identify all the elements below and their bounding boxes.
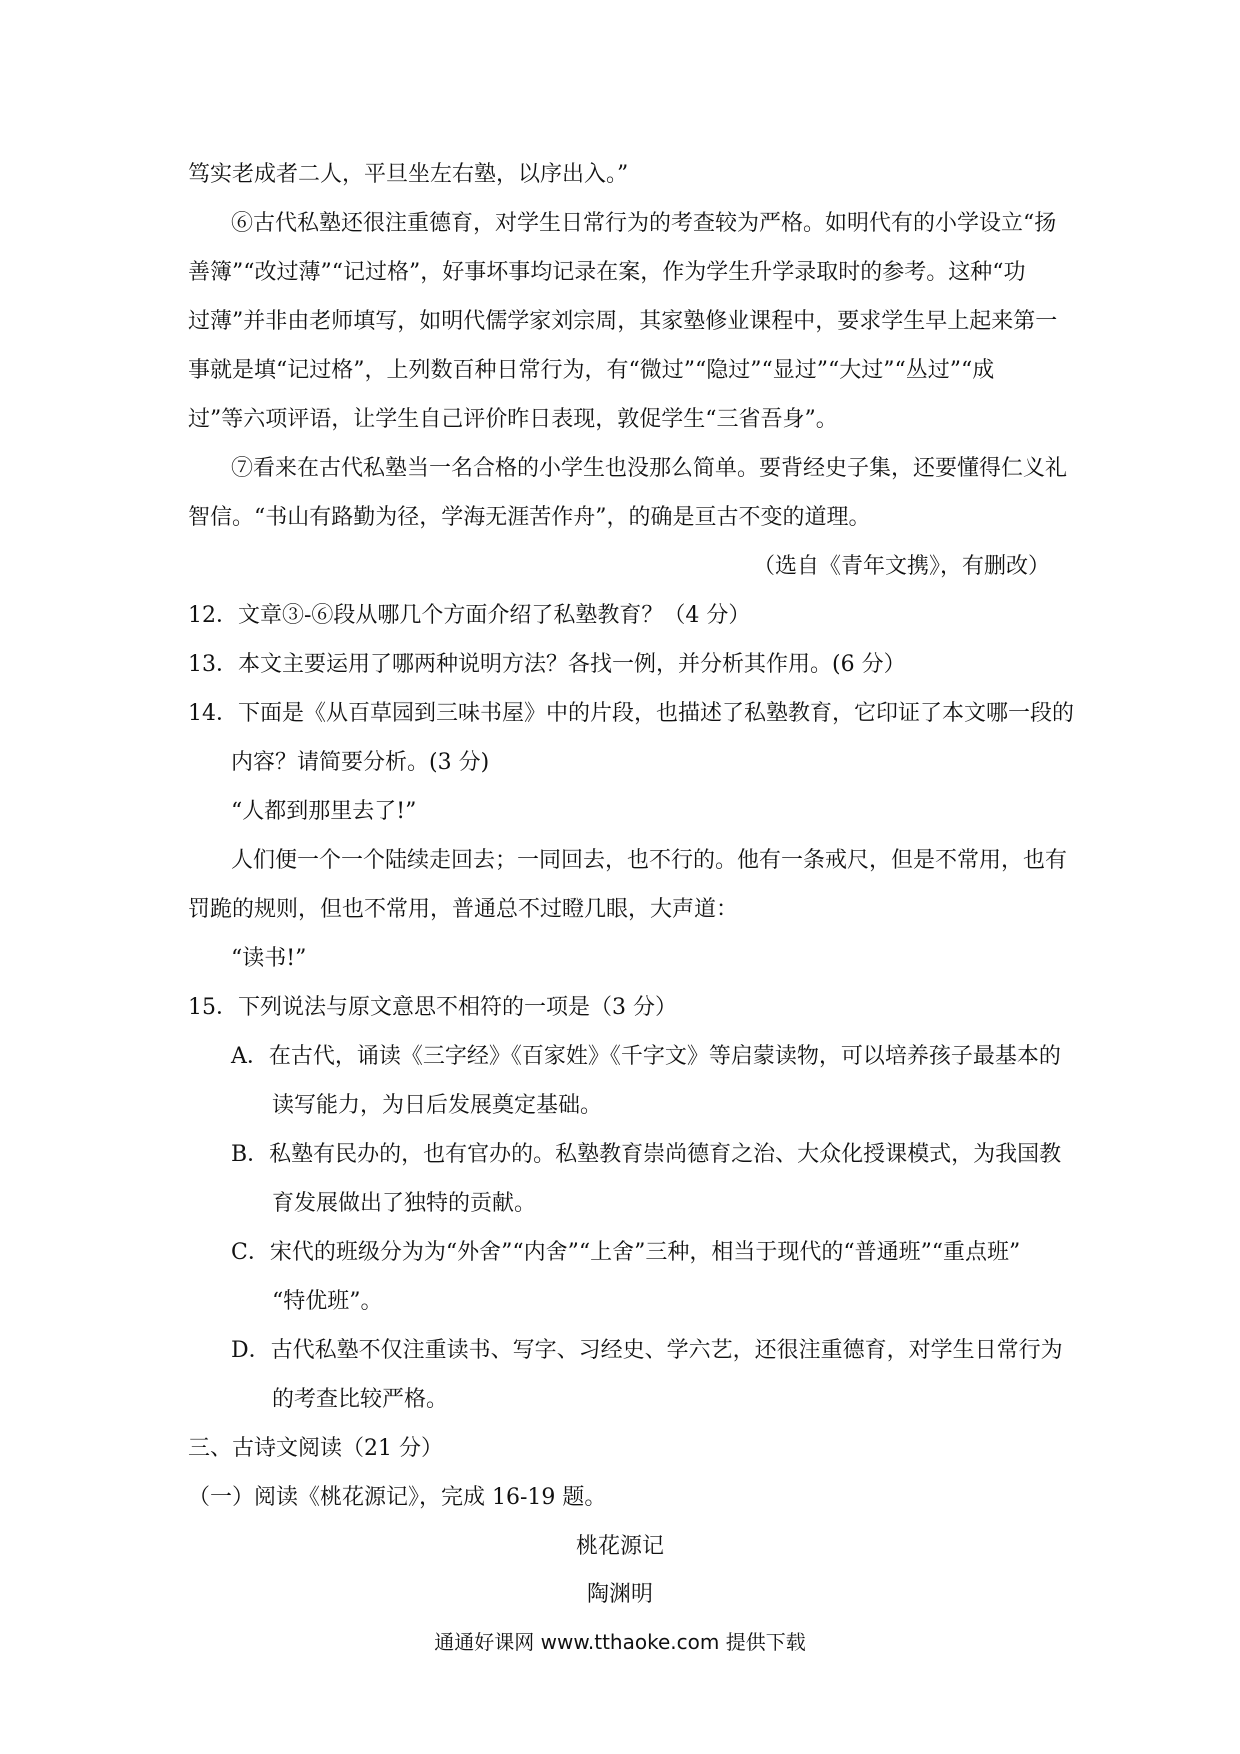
question-14-cont: 内容？请简要分析。(3 分) <box>231 750 490 775</box>
option-d: D．古代私塾不仅注重读书、写字、习经史、学六艺，还很注重德育，对学生日常行为 <box>231 1338 1063 1363</box>
question-12: 12．文章③-⑥段从哪几个方面介绍了私塾教育？（4 分） <box>188 603 751 628</box>
section-heading: 三、古诗文阅读（21 分） <box>188 1436 443 1461</box>
excerpt-line: “人都到那里去了!” <box>231 799 417 824</box>
question-14: 14．下面是《从百草园到三味书屋》中的片段，也描述了私塾教育，它印证了本文哪一段的 <box>188 701 1074 726</box>
option-b-cont: 育发展做出了独特的贡献。 <box>272 1191 537 1216</box>
option-a: A．在古代，诵读《三字经》《百家姓》《千字文》等启蒙读物，可以培养孩子最基本的 <box>231 1044 1061 1069</box>
option-d-cont: 的考查比较严格。 <box>272 1387 449 1412</box>
question-15: 15．下列说法与原文意思不相符的一项是（3 分） <box>188 995 677 1020</box>
option-b: B．私塾有民办的，也有官办的。私塾教育崇尚德育之治、大众化授课模式，为我国教 <box>231 1142 1062 1167</box>
passage-line: 过”等六项评语，让学生自己评价昨日表现，敦促学生“三省吾身”。 <box>188 407 838 432</box>
passage-line: 过薄”并非由老师填写，如明代儒学家刘宗周，其家塾修业课程中，要求学生早上起来第一 <box>188 309 1058 334</box>
section-subheading: （一）阅读《桃花源记》，完成 16-19 题。 <box>188 1485 607 1510</box>
passage-line: 笃实老成者二人，平旦坐左右塾，以序出入。” <box>188 162 629 187</box>
passage-source: （选自《青年文携》，有删改） <box>752 554 1050 579</box>
poem-author: 陶渊明 <box>586 1582 653 1607</box>
page-footer: 通通好课网 www.tthaoke.com 提供下载 <box>434 1630 806 1654</box>
option-c-cont: “特优班”。 <box>272 1289 383 1314</box>
question-13: 13．本文主要运用了哪两种说明方法？各找一例，并分析其作用。(6 分） <box>188 652 906 677</box>
excerpt-line: 罚跪的规则，但也不常用，普通总不过瞪几眼，大声道： <box>188 897 739 922</box>
passage-line: 善簿”“改过薄”“记过格”，好事坏事均记录在案，作为学生升学录取时的参考。这种“功 <box>188 260 1026 285</box>
option-c: C．宋代的班级分为为“外舍”“内舍”“上舍”三种，相当于现代的“普通班”“重点班” <box>231 1240 1021 1265</box>
passage-line: 智信。“书山有路勤为径，学海无涯苦作舟”，的确是亘古不变的道理。 <box>188 505 871 530</box>
paragraph-6: ⑥古代私塾还很注重德育，对学生日常行为的考查较为严格。如明代有的小学设立“扬 <box>231 211 1057 236</box>
excerpt-line: “读书!” <box>231 946 307 971</box>
poem-title: 桃花源记 <box>575 1534 664 1559</box>
passage-line: 事就是填“记过格”，上列数百种日常行为，有“微过”“隐过”“显过”“大过”“丛过”“成 <box>188 358 995 383</box>
option-a-cont: 读写能力，为日后发展奠定基础。 <box>272 1093 603 1118</box>
excerpt-line: 人们便一个一个陆续走回去；一同回去，也不行的。他有一条戒尺，但是不常用，也有 <box>231 848 1068 873</box>
paragraph-7: ⑦看来在古代私塾当一名合格的小学生也没那么简单。要背经史子集，还要懂得仁义礼 <box>231 456 1068 481</box>
